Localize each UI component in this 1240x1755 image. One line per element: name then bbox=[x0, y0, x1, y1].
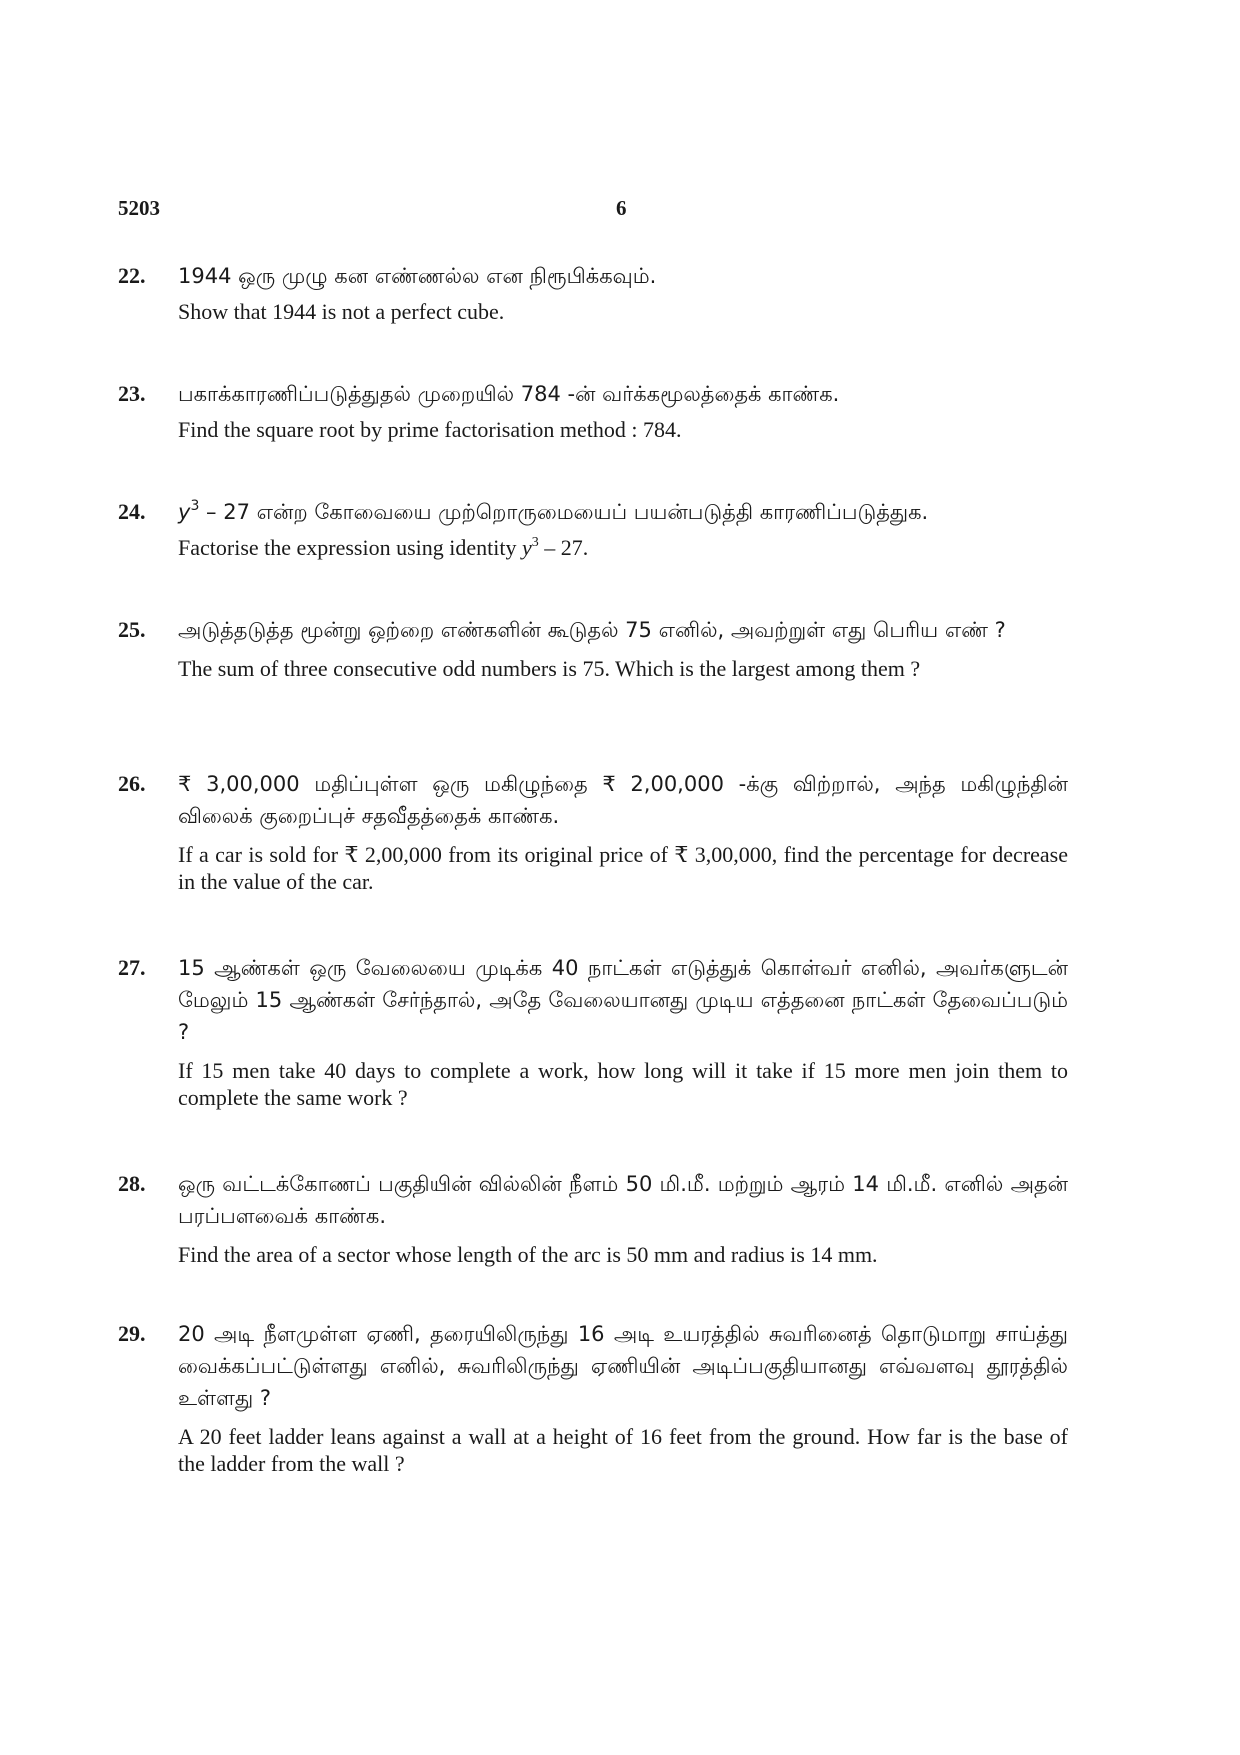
page-header bbox=[118, 196, 1068, 226]
question-text-english: The sum of three consecutive odd numbers is 75. Which is the largest among them ? bbox=[178, 656, 921, 681]
question-number: 26. bbox=[118, 771, 146, 796]
question-text-english bbox=[178, 534, 1068, 561]
question-body bbox=[178, 496, 1068, 561]
question-body bbox=[178, 1168, 1068, 1268]
question-body bbox=[178, 378, 1068, 443]
question-text-english: Find the square root by prime factorisation method : 784. bbox=[178, 417, 682, 442]
math-variable: y bbox=[522, 535, 532, 560]
page-number: 6 bbox=[616, 196, 627, 220]
question-text-english-pre: Factorise the expression using identity bbox=[178, 535, 522, 560]
question-body bbox=[178, 952, 1068, 1111]
question-body bbox=[178, 768, 1068, 895]
question-number: 27. bbox=[118, 955, 146, 980]
question-text-tamil: ஒரு வட்டக்கோணப் பகுதியின் வில்லின் நீளம் 50 மி.மீ. மற்றும் ஆரம் 14 மி.மீ. எனில் அதன் பரப்பளவைக் காண்க. bbox=[178, 1172, 1068, 1228]
question-text-tamil: அடுத்தடுத்த மூன்று ஒற்றை எண்களின் கூடுதல் 75 எனில், அவற்றுள் எது பெரிய எண் ? bbox=[178, 618, 1006, 642]
math-exponent: 3 bbox=[531, 535, 539, 550]
paper-code: 5203 bbox=[118, 196, 160, 220]
math-exponent: 3 bbox=[190, 498, 200, 514]
question-text-tamil: பகாக்காரணிப்படுத்துதல் முறையில் 784 -ன் வர்க்கமூலத்தைக் காண்க. bbox=[178, 382, 840, 406]
question-number: 22. bbox=[118, 263, 146, 288]
question-number: 28. bbox=[118, 1171, 146, 1196]
question-text-english: Find the area of a sector whose length of the arc is 50 mm and radius is 14 mm. bbox=[178, 1242, 878, 1267]
question-number: 29. bbox=[118, 1321, 146, 1346]
question-text-tamil: 15 ஆண்கள் ஒரு வேலையை முடிக்க 40 நாட்கள் எடுத்துக் கொள்வர் எனில், அவர்களுடன் மேலும் 15 ஆண்கள் சேர்ந்தால், அதே வேலையானது முடிய எத்தனை நாட்கள் தேவைப்படும் ? bbox=[178, 956, 1068, 1044]
question-body bbox=[178, 614, 1068, 682]
question-body bbox=[178, 260, 1068, 325]
question-text-english: If a car is sold for ₹ 2,00,000 from its original price of ₹ 3,00,000, find the percentage for decrease in the value of the car. bbox=[178, 842, 1068, 894]
question-number: 23. bbox=[118, 381, 146, 406]
math-variable: y bbox=[178, 500, 191, 524]
question-text-tamil: ₹ 3,00,000 மதிப்புள்ள ஒரு மகிழுந்தை ₹ 2,00,000 -க்கு விற்றால், அந்த மகிழுந்தின் விலைக் குறைப்புச் சதவீதத்தைக் காண்க. bbox=[178, 772, 1068, 828]
question-number: 25. bbox=[118, 617, 146, 642]
question-number: 24. bbox=[118, 499, 146, 524]
question-body bbox=[178, 1318, 1068, 1477]
question-text-english: A 20 feet ladder leans against a wall at a height of 16 feet from the ground. How far is the base of the ladder from the wall ? bbox=[178, 1424, 1068, 1476]
question-text-english: If 15 men take 40 days to complete a work, how long will it take if 15 more men join them to complete the same work ? bbox=[178, 1058, 1068, 1110]
question-text-tamil: 20 அடி நீளமுள்ள ஏணி, தரையிலிருந்து 16 அடி உயரத்தில் சுவரினைத் தொடுமாறு சாய்த்து வைக்கப்பட்டுள்ளது எனில், சுவரிலிருந்து ஏணியின் அடிப்பகுதியானது எவ்வளவு தூரத்தில் உள்ளது ? bbox=[178, 1322, 1068, 1410]
question-text-tamil-rest: – 27 என்ற கோவையை முற்றொருமையைப் பயன்படுத்தி காரணிப்படுத்துக. bbox=[199, 500, 929, 524]
question-text-tamil bbox=[178, 496, 1068, 528]
question-text-english-post: – 27. bbox=[538, 535, 589, 560]
question-text-tamil: 1944 ஒரு முழு கன எண்ணல்ல என நிரூபிக்கவும். bbox=[178, 264, 657, 288]
question-text-english: Show that 1944 is not a perfect cube. bbox=[178, 299, 505, 324]
